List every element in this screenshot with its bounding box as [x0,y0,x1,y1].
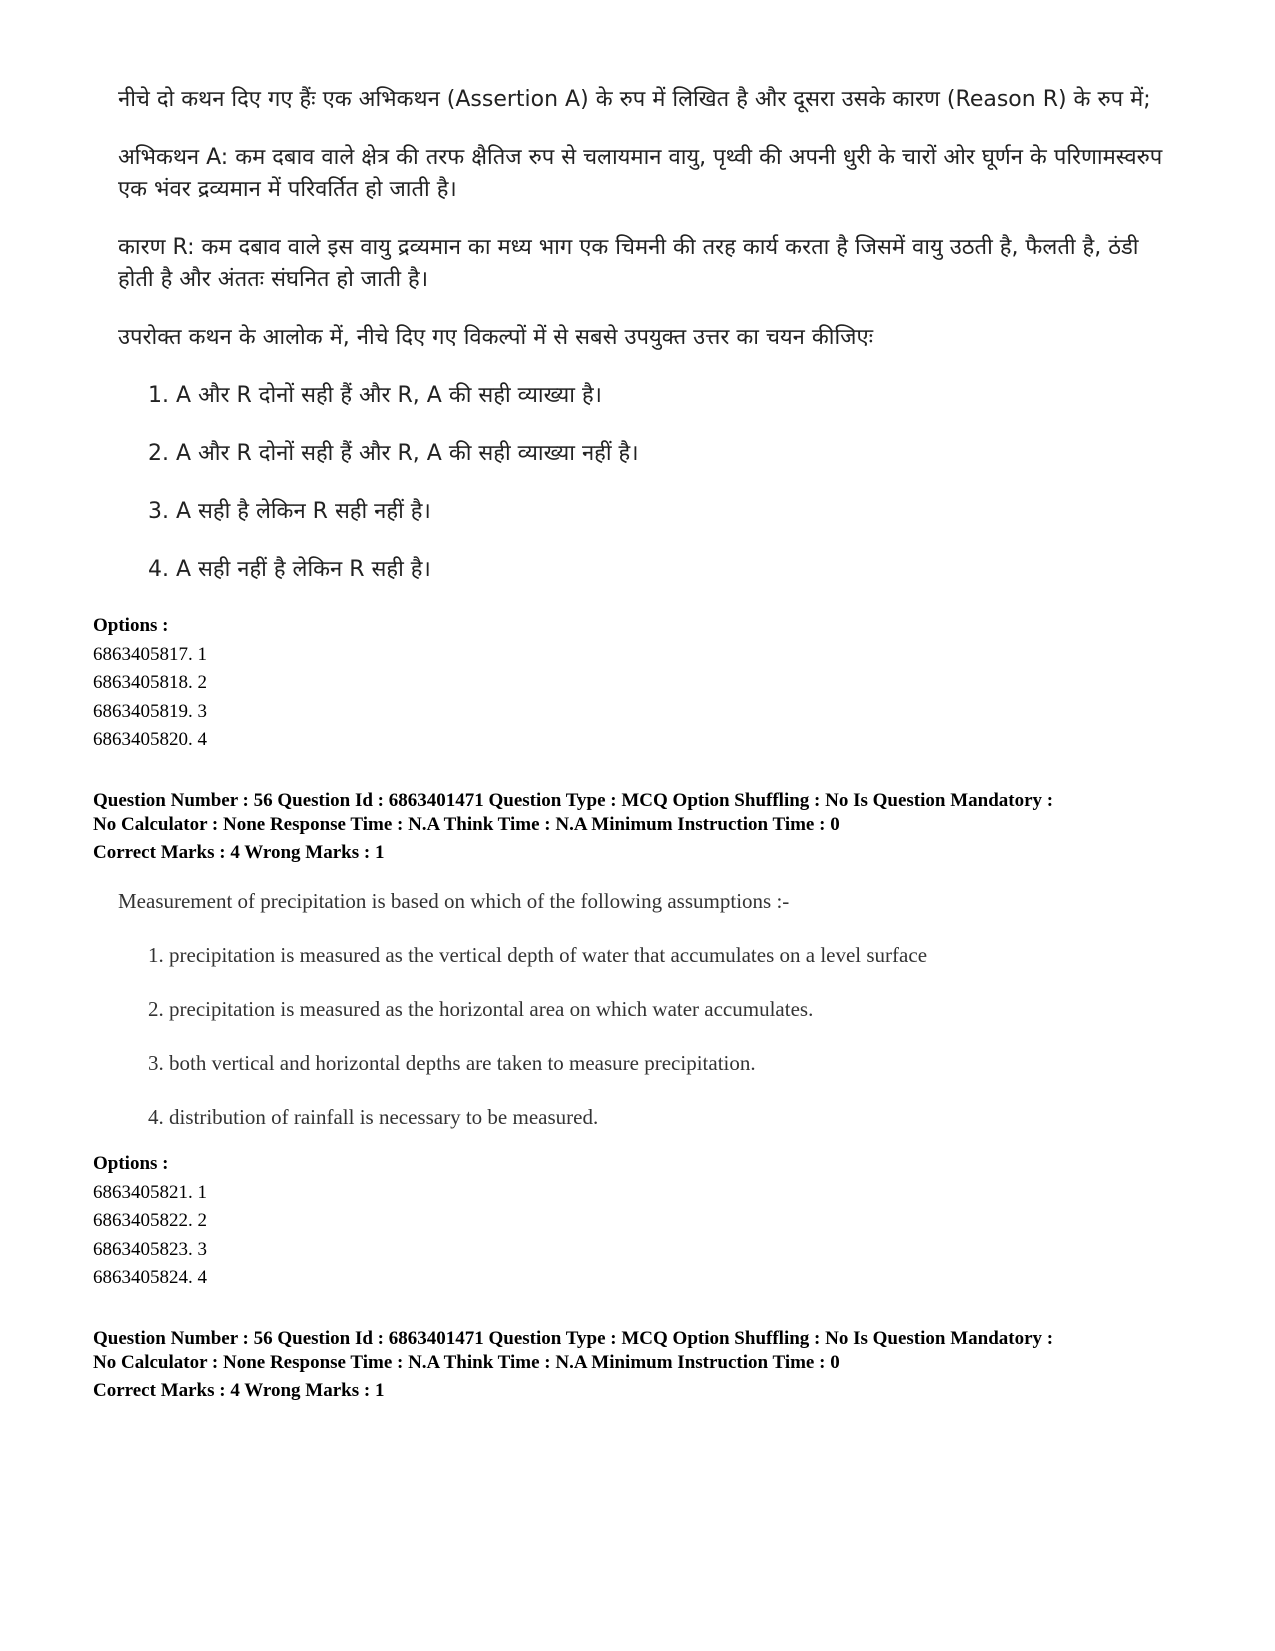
option-id: 6863405823. 3 [93,1238,207,1260]
marks-line: Correct Marks : 4 Wrong Marks : 1 [93,842,385,863]
meta-line: No Calculator : None Response Time : N.A Think Time : N.A Minimum Instruction Time : 0 [93,814,840,835]
option-id: 6863405820. 4 [93,729,207,750]
options-list [93,1150,1253,1293]
marks-line: Correct Marks : 4 Wrong Marks : 1 [93,1380,385,1401]
choice-item: 1. A और R दोनों सही हैं और R, A की सही व्याख्या है। [148,383,602,408]
question-meta [93,1327,1253,1403]
option-id: 6863405818. 2 [93,672,207,693]
choice-item: 2. precipitation is measured as the horizontal area on which water accumulates. [148,997,814,1021]
question-instruction: उपरोक्त कथन के आलोक में, नीचे दिए गए विकल्पों में से सबसे उपयुक्त उत्तर का चयन कीजिएः [118,325,874,350]
meta-line: Question Number : 56 Question Id : 6863401471 Question Type : MCQ Option Shuffling : No Is Question Mandatory : [93,1328,1054,1349]
choice-item: 2. A और R दोनों सही हैं और R, A की सही व्याख्या नहीं है। [148,441,639,466]
question-block-english [118,887,1178,1157]
choice-item: 4. A सही नहीं है लेकिन R सही है। [148,557,431,582]
options-label: Options : [93,615,169,636]
question-text: Measurement of precipitation is based on which of the following assumptions :- [118,889,790,913]
assertion-text: अभिकथन A: कम दबाव वाले क्षेत्र की तरफ क्षैतिज रुप से चलायमान वायु, पृथ्वी की अपनी धुरी के चारों ओर घूर्णन के परिणामस्वरुप एक भंवर द्रव्यमान में परिवर्तित हो जाती है। [118,145,1163,202]
meta-line: Question Number : 56 Question Id : 6863401471 Question Type : MCQ Option Shuffling : No Is Question Mandatory : [93,790,1054,811]
option-id: 6863405817. 1 [93,643,207,665]
reason-text: कारण R: कम दबाव वाले इस वायु द्रव्यमान का मध्य भाग एक चिमनी की तरह कार्य करता है जिसमें वायु उठती है, फैलती है, ठंडी होती है और अंततः संघनित हो जाती है। [118,235,1139,292]
choice-item: 1. precipitation is measured as the vertical depth of water that accumulates on a level surface [148,943,928,967]
options-label: Options : [93,1153,169,1174]
choice-item: 3. both vertical and horizontal depths are taken to measure precipitation. [148,1051,756,1075]
option-id: 6863405822. 2 [93,1210,207,1231]
choice-item: 4. distribution of rainfall is necessary to be measured. [148,1105,599,1129]
option-id: 6863405819. 3 [93,700,207,722]
option-id: 6863405824. 4 [93,1267,207,1288]
question-block-hindi [118,84,1178,612]
choice-item: 3. A सही है लेकिन R सही नहीं है। [148,499,431,524]
options-list [93,612,1253,755]
question-meta [93,789,1253,865]
option-id: 6863405821. 1 [93,1181,207,1203]
question-intro: नीचे दो कथन दिए गए हैंः एक अभिकथन (Assertion A) के रुप में लिखित है और दूसरा उसके कारण (Reason R) के रुप में; [118,87,1151,112]
meta-line: No Calculator : None Response Time : N.A Think Time : N.A Minimum Instruction Time : 0 [93,1352,840,1373]
